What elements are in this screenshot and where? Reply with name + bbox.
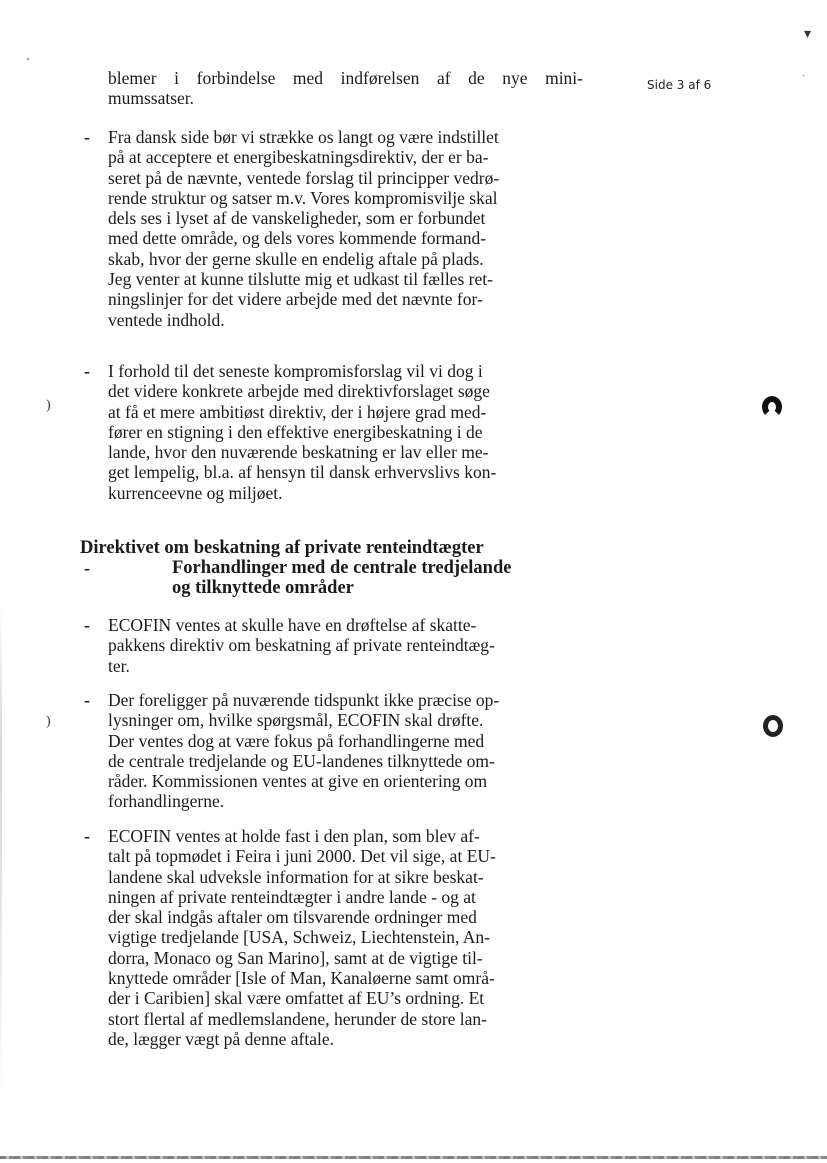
bullet-dash: - [84, 615, 90, 635]
punch-hole [762, 396, 782, 418]
text-line: talt på topmødet i Feira i juni 2000. Det vil sige, at EU- [108, 846, 496, 867]
text-line: stort flertal af medlemslandene, herunder de store lan- [108, 1008, 488, 1029]
page-number: Side 3 af 6 [647, 78, 712, 92]
scan-speck: ˎ [802, 66, 806, 77]
text-line: skab, hvor der gerne skulle en endelig aftale på plads. [108, 248, 484, 269]
text-line: ECOFIN ventes at holde fast i den plan, som blev af- [108, 826, 480, 846]
heading-line: Forhandlinger med de centrale tredjelande [172, 558, 512, 578]
paragraph-energy-directive [108, 127, 583, 330]
text-line: lysninger om, hvilke spørgsmål, ECOFIN skal drøfte. [108, 710, 484, 731]
scan-bracket: ) [46, 398, 51, 413]
bullet-dash: - [84, 127, 90, 147]
text-line: det videre konkrete arbejde med direktivforslaget søge [108, 381, 490, 402]
text-line: forhandlingerne. [108, 791, 225, 812]
text-line: fører en stigning i den effektive energibeskatning i de [108, 421, 483, 442]
heading-line: Direktivet om beskatning af private renteindtægter [80, 538, 484, 558]
text-line: Fra dansk side bør vi strække os langt og være indstillet [108, 127, 499, 147]
text-line: lande, hvor den nuværende beskatning er lav eller me- [108, 442, 489, 463]
text-line: med dette område, og dels vores kommende formand- [108, 228, 487, 249]
scan-speck: ʼ [26, 56, 30, 68]
text-line: der skal indgås aftaler om tilsvarende ordninger med [108, 907, 477, 928]
text-line: get lempelig, bl.a. af hensyn til dansk erhvervslivs kon- [108, 462, 497, 483]
text-line: pakkens direktiv om beskatning af private renteindtæg- [108, 635, 495, 656]
text-line: I forhold til det seneste kompromisforslag vil vi dog i [108, 361, 483, 381]
section-subheading [172, 558, 511, 598]
text-line: ventede indhold. [108, 309, 225, 330]
paragraph-compromise [108, 361, 583, 503]
text-line: Der ventes dog at være fokus på forhandlingerne med [108, 730, 485, 751]
text-line: ter. [108, 655, 130, 676]
text-line: de, lægger vægt på denne aftale. [108, 1028, 334, 1049]
text-line: Jeg venter at kunne tilslutte mig et udkast til fælles ret- [108, 269, 493, 290]
text-line: mumssatser. [108, 88, 195, 109]
paragraph-feira-plan [108, 826, 583, 1049]
heading-line: og tilknyttede områder [172, 578, 354, 598]
scan-left-edge [0, 600, 2, 1100]
bullet-dash: - [84, 690, 90, 710]
text-line: ningen af private renteindtægter i andre lande - og at [108, 886, 476, 907]
text-line: vigtige tredjelande [USA, Schweiz, Liechtenstein, An- [108, 927, 490, 948]
text-line: dels ses i lyset af de vanskeligheder, som er forbundet [108, 208, 486, 229]
paragraph-ecofin-discussion [108, 615, 583, 676]
scan-bracket: ) [46, 714, 51, 729]
text-line: rende struktur og satser m.v. Vores kompromisvilje skal [108, 187, 498, 208]
text-line: at få et mere ambitiøst direktiv, der i højere grad med- [108, 401, 487, 422]
paragraph-continuation [108, 68, 583, 109]
text-line: landene skal udveksle information for at sikre beskat- [108, 866, 484, 887]
bullet-dash: - [84, 826, 90, 846]
text-line: ningslinjer for det videre arbejde med det nævnte for- [108, 289, 483, 310]
paragraph-negotiations [108, 690, 583, 812]
text-line: de centrale tredjelande og EU-landenes tilknyttede om- [108, 750, 495, 771]
text-line: kurrenceevne og miljøet. [108, 482, 283, 503]
text-line: råder. Kommissionen ventes at give en orientering om [108, 771, 488, 792]
text-line: Der foreligger på nuværende tidspunkt ikke præcise op- [108, 690, 500, 710]
scan-bottom-line [0, 1156, 827, 1159]
text-line: på at acceptere et energibeskatningsdirektiv, der er ba- [108, 147, 489, 168]
text-line: ECOFIN ventes at skulle have en drøftelse af skatte- [108, 615, 477, 635]
text-line: der i Caribien] skal være omfattet af EU’s ordning. Et [108, 988, 485, 1009]
bullet-dash: - [84, 361, 90, 381]
bullet-dash: - [84, 558, 90, 578]
section-heading [80, 538, 484, 558]
punch-hole [763, 715, 783, 737]
text-line: knyttede områder [Isle of Man, Kanaløerne samt områ- [108, 968, 495, 989]
scan-speck: ▾ [804, 27, 812, 42]
text-line: seret på de nævnte, ventede forslag til principper vedrø- [108, 167, 500, 188]
text-line: dorra, Monaco og San Marino], samt at de vigtige til- [108, 947, 483, 968]
text-line: blemer i forbindelse med indførelsen af de nye mini- [108, 68, 583, 88]
